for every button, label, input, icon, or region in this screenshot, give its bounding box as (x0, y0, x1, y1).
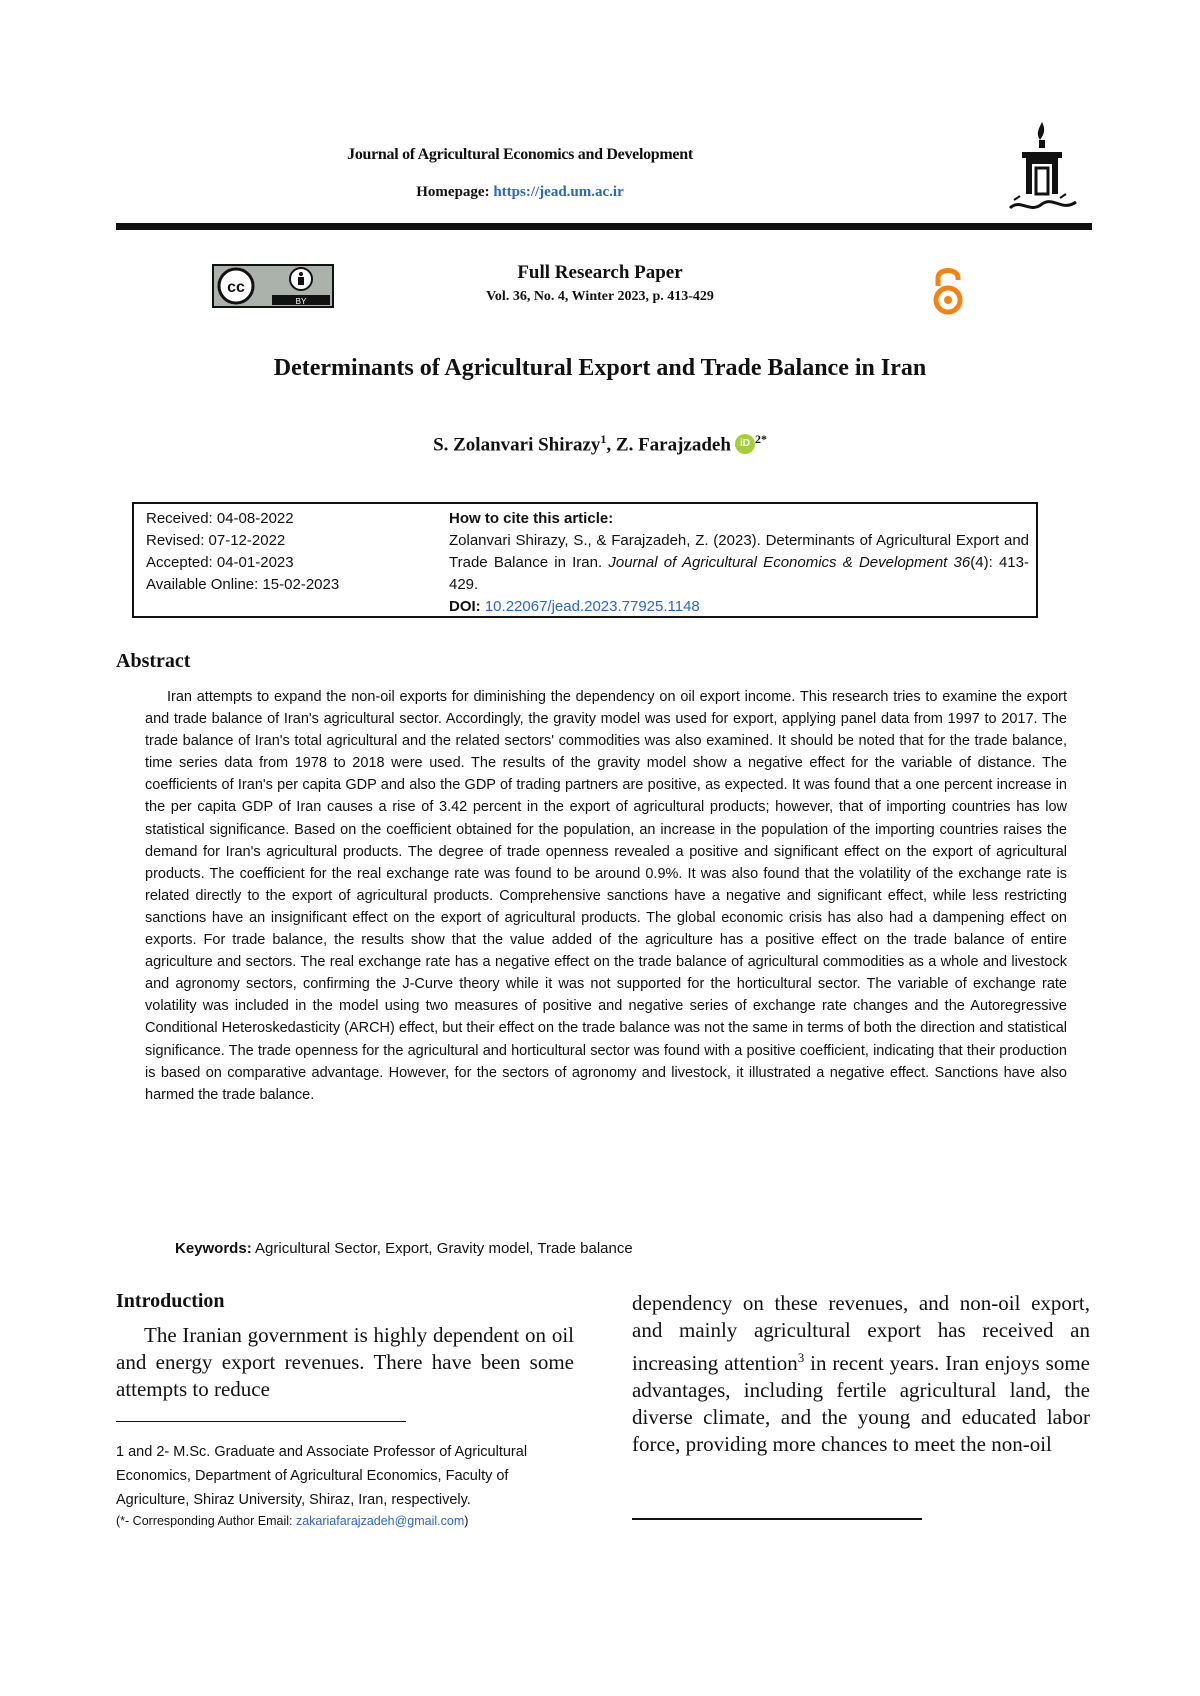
citation-text (449, 530, 1029, 596)
homepage-link[interactable]: https://jead.um.ac.ir (493, 184, 624, 200)
revised-date: Revised: 07-12-2022 (146, 532, 286, 549)
svg-text:cc: cc (227, 279, 245, 296)
citation-text-a: Zolanvari Shirazy, S., & Farajzadeh, Z. (2023). Determinants of Agricultural Export and Trade Balance in Iran. (449, 532, 1029, 571)
footnote-divider-right (632, 1518, 922, 1520)
author-separator: , (606, 434, 616, 456)
author-1: S. Zolanvari Shirazy (433, 434, 601, 456)
keywords-line (175, 1240, 1075, 1257)
citation-journal: Journal of Agricultural Economics & Development 36 (608, 554, 971, 571)
doi-link[interactable]: 10.22067/jead.2023.77925.1148 (484, 598, 700, 615)
introduction-right-paragraph (632, 1290, 1090, 1458)
open-access-icon (930, 264, 966, 316)
corr-prefix: (*- Corresponding Author Email: (116, 1514, 296, 1528)
abstract-heading: Abstract (116, 650, 191, 672)
citation-block (449, 508, 1029, 618)
keywords-values: Agricultural Sector, Export, Gravity model, Trade balance (251, 1240, 633, 1257)
article-info-box (132, 502, 1038, 618)
journal-title: Journal of Agricultural Economics and Development (347, 146, 693, 163)
homepage-label: Homepage: (416, 184, 494, 200)
author-line (200, 432, 1000, 456)
author-2-affiliation: 2* (754, 432, 767, 446)
author-email-link[interactable]: zakariafarajzadeh@gmail.com (295, 1514, 465, 1528)
introduction-right-text-a: dependency on these revenues, and non-oil export, and mainly agricultural export has received an increasing attention (632, 1291, 1090, 1375)
paper-type: Full Research Paper (517, 262, 683, 283)
introduction-left-text: The Iranian government is highly dependent on oil and energy export revenues. There have been some attempts to reduce (116, 1323, 574, 1401)
introduction-left-column (116, 1322, 574, 1403)
corresponding-author (116, 1512, 556, 1530)
introduction-right-text-b: in recent years. Iran enjoys some advantages, including fertile agricultural land, the diverse climate, and the young and educated labor force, providing more chances to meet the non-oil (632, 1351, 1090, 1456)
corr-suffix: ) (464, 1514, 469, 1528)
doi-label: DOI: (449, 598, 485, 615)
article-dates (146, 508, 426, 596)
received-date: Received: 04-08-2022 (146, 510, 294, 527)
keywords-label: Keywords: (175, 1240, 252, 1257)
introduction-heading: Introduction (116, 1290, 225, 1312)
footnote-ref-3: 3 (797, 1350, 805, 1365)
abstract-body (145, 686, 1067, 1106)
orcid-icon[interactable]: iD (735, 434, 755, 454)
citation-text-b: (4): 413-429. (449, 554, 1029, 593)
paper-title: Determinants of Agricultural Export and Trade Balance in Iran (273, 355, 927, 381)
abstract-text: Iran attempts to expand the non-oil exports for diminishing the dependency on oil export income. This research tries to examine the export and trade balance of Iran's agricultural sector. Accordingly, the gravity model was used for export, applying panel data from 1997 to 2017. The trade balance of Iran's total agricultural and the related sectors' commodities was also examined. It should be noted that for the trade balance, time series data from 1978 to 2018 were used. The results of the gravity model show a negative effect for the variable of distance. The coefficients of Iran's per capita GDP and also the GDP of trading partners are positive, as expected. It was found that a one percent increase in the per capita GDP of Iran causes a rise of 3.42 percent in the export of agricultural products; however, that of importing countries has low statistical significance. Based on the coefficient obtained for the population, an increase in the population of the importing countries raises the demand for Iran's agricultural products. The degree of trade openness revealed a positive and significant effect on the export of agricultural products. The coefficient for the real exchange rate was found to be around 0.9%. It was also found that the volatility of the exchange rate is related directly to the export of agricultural products. Comprehensive sanctions have a negative and significant effect, while less restricting sanctions have an insignificant effect on the export of agricultural products. The global economic crisis has also had a dampening effect on exports. For trade balance, the results show that the value added of the agriculture has a positive effect on the trade balance of entire agriculture and sectors. The real exchange rate has a negative effect on the trade balance of agricultural commodities as a whole and livestock and agronomy sectors, confirming the J-Curve theory while it was not supported for the horticultural sector. The variable of exchange rate volatility was included in the model using two measures of positive and negative series of exchange rate changes and the Autoregressive Conditional Heteroskedasticity (ARCH) effect, but their effect on the trade balance was not the same in terms of both the direction and statistical significance. The trade openness for the agricultural and horticultural sector was found with a positive coefficient, indicating that their production is based on comparative advantage. However, for the sectors of agronomy and livestock, it illustrated a negative effect. Sanctions have also harmed the trade balance. (145, 689, 1067, 1103)
introduction-right-column (632, 1290, 1090, 1458)
footnote (116, 1440, 556, 1530)
cc-by-license-icon[interactable] (212, 264, 334, 308)
homepage-line (200, 184, 840, 201)
header-divider (116, 223, 1092, 230)
accepted-date: Accepted: 04-01-2023 (146, 554, 294, 571)
university-logo-icon (1000, 118, 1084, 218)
author-2: Z. Farajzadeh (615, 434, 731, 456)
cc-license-label: BY (295, 297, 307, 306)
author-1-affiliation: 1 (600, 432, 607, 446)
footnote-affiliation: 1 and 2- M.Sc. Graduate and Associate Professor of Agricultural Economics, Department of Agricultural Economics, Faculty of Agriculture, Shiraz University, Shiraz, Iran, respectively. (116, 1444, 528, 1508)
citation-heading: How to cite this article: (449, 510, 614, 527)
footnote-divider-left (116, 1421, 406, 1422)
online-date: Available Online: 15-02-2023 (146, 576, 340, 593)
volume-line: Vol. 36, No. 4, Winter 2023, p. 413-429 (486, 289, 714, 304)
doi-line (449, 596, 1029, 618)
